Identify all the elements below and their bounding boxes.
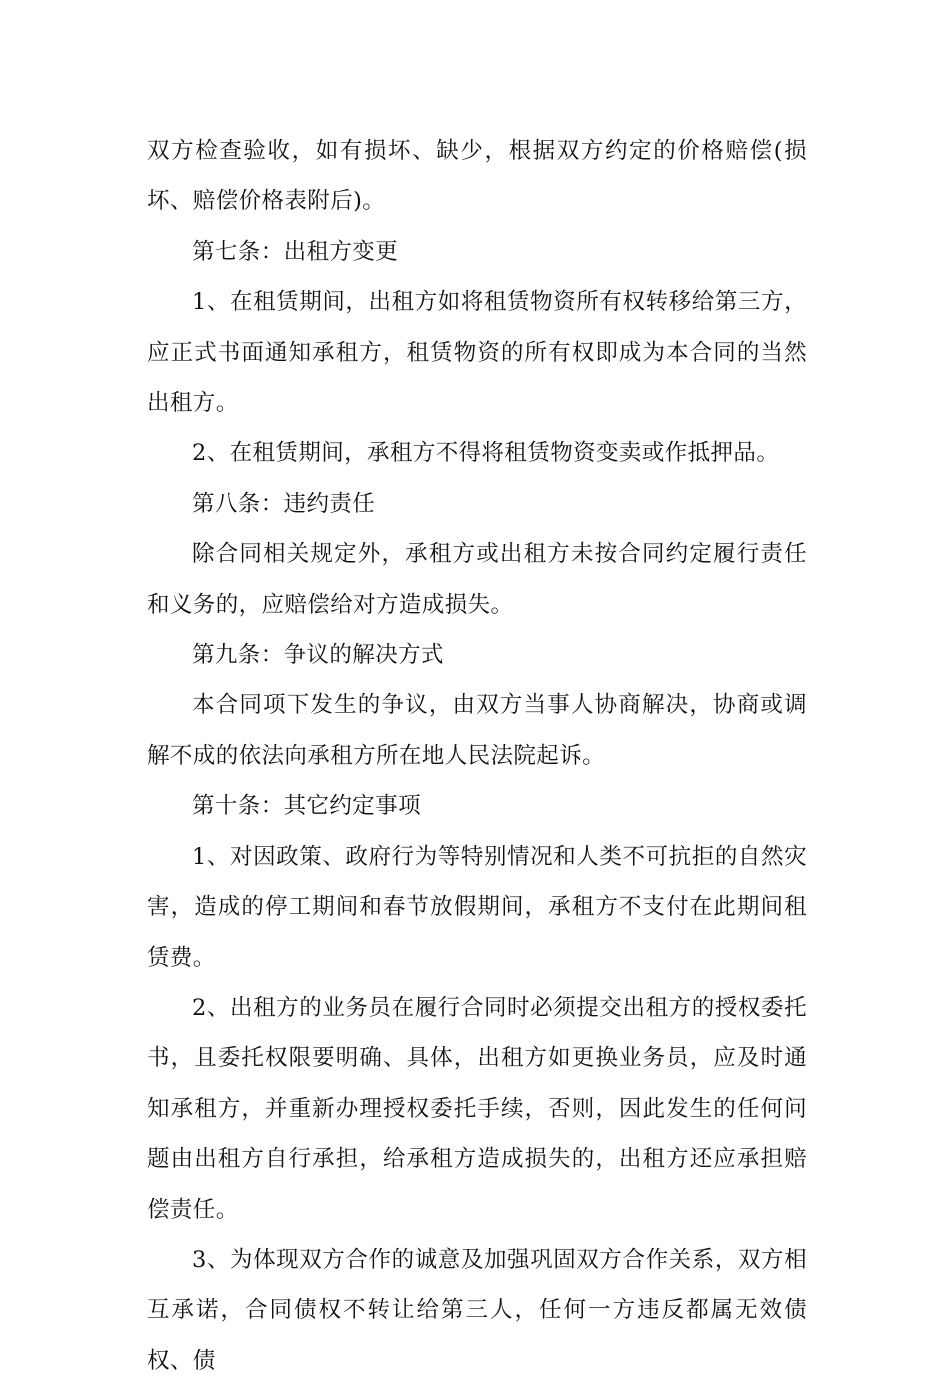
article-9-heading: 第九条：争议的解决方式 xyxy=(192,642,444,669)
article-9-body: 本合同项下发生的争议，由双方当事人协商解决，协商或调解不成的依法向承租方所在地人民法院起诉。 xyxy=(147,692,807,769)
article-7-heading: 第七条：出租方变更 xyxy=(192,238,399,265)
article-8-heading: 第八条：违约责任 xyxy=(192,490,376,517)
article-8-body: 除合同相关规定外，承租方或出租方未按合同约定履行责任和义务的，应赔偿给对方造成损失。 xyxy=(147,541,807,618)
article-10-clause-2: 2、出租方的业务员在履行合同时必须提交出租方的授权委托书，且委托权限要明确、具体，出租方如更换业务员，应及时通知承租方，并重新办理授权委托手续，否则，因此发生的任何问题由出租方自行承担，给承租方造成损失的，出租方还应承担赔偿责任。 xyxy=(147,994,807,1223)
document-body xyxy=(147,126,807,1386)
paragraph-continuation: 双方检查验收，如有损坏、缺少，根据双方约定的价格赔偿(损坏、赔偿价格表附后)。 xyxy=(147,138,807,215)
article-7-clause-1: 1、在租赁期间，出租方如将租赁物资所有权转移给第三方，应正式书面通知承租方，租赁物资的所有权即成为本合同的当然出租方。 xyxy=(147,289,807,417)
article-10-clause-3: 3、为体现双方合作的诚意及加强巩固双方合作关系，双方相互承诺，合同债权不转让给第三人，任何一方违反都属无效债权、债 xyxy=(147,1246,807,1374)
article-10-heading: 第十条：其它约定事项 xyxy=(192,793,422,820)
article-10-clause-1: 1、对因政策、政府行为等特别情况和人类不可抗拒的自然灾害，造成的停工期间和春节放假期间，承租方不支付在此期间租赁费。 xyxy=(147,843,807,971)
article-7-clause-2: 2、在租赁期间，承租方不得将租赁物资变卖或作抵押品。 xyxy=(192,440,780,467)
